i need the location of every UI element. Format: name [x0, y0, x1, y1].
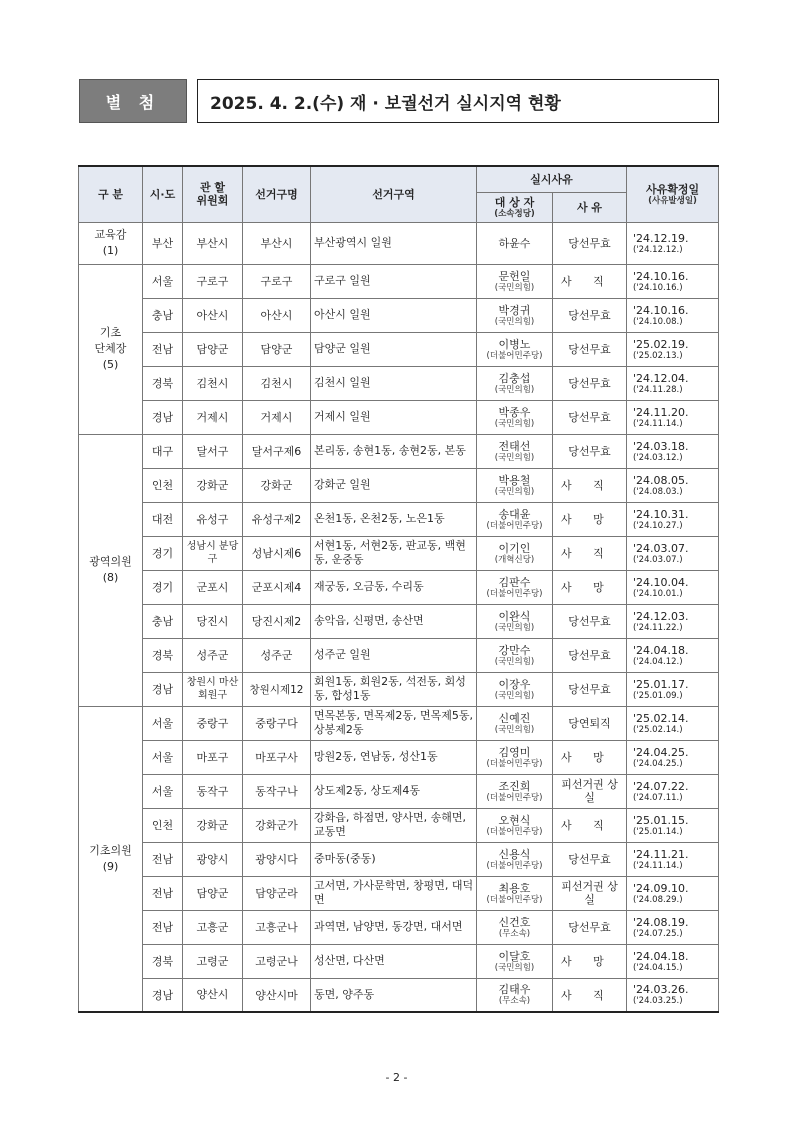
target-name: 문헌일: [498, 269, 531, 283]
committee-cell: 성남시 분당구: [183, 536, 243, 570]
target-name: 이달호: [498, 949, 531, 963]
table-row: [79, 944, 719, 978]
header-cause: 사 유: [553, 192, 627, 222]
occur-date: ('24.11.28.): [633, 384, 683, 395]
confirm-date-cell: [627, 672, 719, 706]
district-name-cell: 양산시마: [243, 978, 311, 1012]
target-cell: [477, 944, 553, 978]
occur-date: ('24.07.11.): [633, 792, 683, 803]
sido-cell: 서울: [143, 740, 183, 774]
committee-cell: 김천시: [183, 366, 243, 400]
confirm-date: '24.10.31.: [633, 507, 689, 521]
table-row: [79, 332, 719, 366]
confirm-date: '24.08.19.: [633, 915, 689, 929]
cause-cell: 당선무효: [553, 672, 627, 706]
table-row: [79, 570, 719, 604]
occur-date: ('25.02.13.): [633, 350, 683, 361]
confirm-date-cell: [627, 536, 719, 570]
occur-date: ('24.08.29.): [633, 894, 683, 905]
confirm-date-cell: [627, 774, 719, 808]
cause-cell: 사 직: [553, 536, 627, 570]
confirm-date-cell: [627, 332, 719, 366]
target-cell: [477, 604, 553, 638]
confirm-date: '24.08.05.: [633, 473, 689, 487]
target-party: (더불어민주당): [486, 826, 543, 837]
confirm-date: '24.12.04.: [633, 371, 689, 385]
target-party: (국민의힘): [494, 452, 535, 463]
target-party: (국민의힘): [494, 316, 535, 327]
district-area-cell: 본리동, 송현1동, 송현2동, 본동: [311, 434, 477, 468]
committee-cell: 강화군: [183, 468, 243, 502]
district-name-cell: 광양시다: [243, 842, 311, 876]
occur-date: ('24.10.16.): [633, 282, 683, 293]
target-cell: [477, 222, 553, 264]
occur-date: ('24.04.25.): [633, 758, 683, 769]
confirm-date-cell: [627, 222, 719, 264]
target-party: (국민의힘): [494, 656, 535, 667]
sido-cell: 대구: [143, 434, 183, 468]
occur-date: ('24.03.25.): [633, 996, 683, 1007]
occur-date: ('24.12.12.): [633, 244, 683, 255]
target-name: 김판수: [498, 575, 531, 589]
committee-cell: 당진시: [183, 604, 243, 638]
page-number: - 2 -: [385, 1071, 408, 1084]
sido-cell: 전남: [143, 842, 183, 876]
district-area-cell: 고서면, 가사문학면, 창평면, 대덕면: [311, 876, 477, 910]
confirm-date: '24.03.18.: [633, 439, 689, 453]
sido-cell: 경북: [143, 944, 183, 978]
cause-cell: 피선거권 상 실: [553, 876, 627, 910]
confirm-date: '24.10.04.: [633, 575, 689, 589]
district-area-cell: 송악읍, 신평면, 송산면: [311, 604, 477, 638]
target-name: 이완식: [498, 609, 531, 623]
target-name: 신예진: [498, 711, 531, 725]
committee-cell: 동작구: [183, 774, 243, 808]
committee-cell: 아산시: [183, 298, 243, 332]
target-name: 김충섭: [498, 371, 531, 385]
cause-cell: 피선거권 상 실: [553, 774, 627, 808]
sido-cell: 인천: [143, 808, 183, 842]
cause-cell: 사 직: [553, 264, 627, 298]
committee-cell: 고령군: [183, 944, 243, 978]
category-cell: 광역의원 (8): [79, 434, 143, 706]
district-name-cell: 동작구나: [243, 774, 311, 808]
target-cell: [477, 366, 553, 400]
target-cell: [477, 468, 553, 502]
district-name-cell: 강화군가: [243, 808, 311, 842]
confirm-date: '24.12.03.: [633, 609, 689, 623]
confirm-date: '24.11.21.: [633, 847, 689, 861]
district-name-cell: 달서구제6: [243, 434, 311, 468]
header-confirm-sub: (사유발생일): [648, 195, 697, 206]
target-party: (국민의힘): [494, 962, 535, 973]
target-party: (더불어민주당): [486, 860, 543, 871]
occur-date: ('24.10.01.): [633, 588, 683, 599]
district-name-cell: 당진시제2: [243, 604, 311, 638]
district-area-cell: 김천시 일원: [311, 366, 477, 400]
committee-cell: 중랑구: [183, 706, 243, 740]
occur-date: ('24.04.12.): [633, 656, 683, 667]
cause-cell: 당연퇴직: [553, 706, 627, 740]
cause-cell: 당선무효: [553, 842, 627, 876]
confirm-date-cell: [627, 298, 719, 332]
table-row: [79, 536, 719, 570]
committee-cell: 거제시: [183, 400, 243, 434]
confirm-date: '24.07.22.: [633, 779, 689, 793]
target-party: (개혁신당): [494, 554, 535, 565]
target-cell: [477, 502, 553, 536]
header-reason-group: 실시사유: [477, 166, 627, 192]
district-name-cell: 담양군: [243, 332, 311, 366]
district-area-cell: 구로구 일원: [311, 264, 477, 298]
confirm-date-cell: [627, 400, 719, 434]
target-cell: [477, 298, 553, 332]
target-cell: [477, 740, 553, 774]
confirm-date: '24.04.25.: [633, 745, 689, 759]
sido-cell: 전남: [143, 332, 183, 366]
district-name-cell: 중랑구다: [243, 706, 311, 740]
district-name-cell: 고령군나: [243, 944, 311, 978]
confirm-date: '25.01.15.: [633, 813, 689, 827]
target-name: 박경귀: [498, 303, 531, 317]
target-name: 박종우: [498, 405, 531, 419]
occur-date: ('24.11.14.): [633, 418, 683, 429]
confirm-date-cell: [627, 604, 719, 638]
confirm-date-cell: [627, 944, 719, 978]
target-cell: [477, 910, 553, 944]
table-row: [79, 842, 719, 876]
sido-cell: 경기: [143, 570, 183, 604]
sido-cell: 충남: [143, 298, 183, 332]
district-name-cell: 아산시: [243, 298, 311, 332]
table-row: [79, 876, 719, 910]
table-row: [79, 468, 719, 502]
cause-cell: 당선무효: [553, 222, 627, 264]
committee-cell: 광양시: [183, 842, 243, 876]
target-party: (더불어민주당): [486, 894, 543, 905]
confirm-date: '24.04.18.: [633, 643, 689, 657]
confirm-date: '25.02.19.: [633, 337, 689, 351]
header-target: [477, 192, 553, 222]
confirm-date-cell: [627, 978, 719, 1012]
district-name-cell: 구로구: [243, 264, 311, 298]
table-row: [79, 808, 719, 842]
target-party: (국민의힘): [494, 486, 535, 497]
target-name: 김영미: [498, 745, 531, 759]
confirm-date-cell: [627, 502, 719, 536]
table-row: [79, 910, 719, 944]
cause-cell: 당선무효: [553, 604, 627, 638]
confirm-date: '24.11.20.: [633, 405, 689, 419]
target-name: 최용호: [498, 881, 531, 895]
target-party: (무소속): [498, 928, 531, 939]
district-name-cell: 유성구제2: [243, 502, 311, 536]
table-row: [79, 672, 719, 706]
cause-cell: 사 직: [553, 978, 627, 1012]
target-party: (더불어민주당): [486, 792, 543, 803]
target-cell: [477, 570, 553, 604]
target-name: 이병노: [498, 337, 531, 351]
target-party: (국민의힘): [494, 622, 535, 633]
target-cell: [477, 332, 553, 366]
district-area-cell: 상도제2동, 상도제4동: [311, 774, 477, 808]
district-area-cell: 온천1동, 온천2동, 노은1동: [311, 502, 477, 536]
table-row: [79, 774, 719, 808]
district-area-cell: 회원1동, 회원2동, 석전동, 회성동, 합성1동: [311, 672, 477, 706]
target-name: 박용철: [498, 473, 531, 487]
header-confirm-label: 사유확정일: [645, 182, 700, 196]
committee-cell: 유성구: [183, 502, 243, 536]
sido-cell: 충남: [143, 604, 183, 638]
confirm-date-cell: [627, 910, 719, 944]
district-name-cell: 김천시: [243, 366, 311, 400]
target-name: 오현식: [498, 813, 531, 827]
target-cell: [477, 808, 553, 842]
confirm-date: '24.03.07.: [633, 541, 689, 555]
target-cell: [477, 536, 553, 570]
confirm-date-cell: [627, 638, 719, 672]
election-table: [78, 165, 719, 1013]
target-cell: [477, 264, 553, 298]
target-party: (더불어민주당): [486, 758, 543, 769]
header-committee: 관 할 위원회: [183, 166, 243, 222]
confirm-date-cell: [627, 842, 719, 876]
attachment-badge: 별 첨: [79, 79, 187, 123]
committee-cell: 부산시: [183, 222, 243, 264]
district-area-cell: 강화군 일원: [311, 468, 477, 502]
sido-cell: 경북: [143, 638, 183, 672]
cause-cell: 사 망: [553, 502, 627, 536]
header-target-label: 대 상 자: [494, 195, 535, 209]
occur-date: ('25.01.09.): [633, 690, 683, 701]
district-name-cell: 강화군: [243, 468, 311, 502]
committee-cell: 달서구: [183, 434, 243, 468]
confirm-date: '25.02.14.: [633, 711, 689, 725]
district-area-cell: 아산시 일원: [311, 298, 477, 332]
target-cell: [477, 842, 553, 876]
cause-cell: 당선무효: [553, 638, 627, 672]
target-cell: [477, 672, 553, 706]
district-area-cell: 망원2동, 연남동, 성산1동: [311, 740, 477, 774]
sido-cell: 경기: [143, 536, 183, 570]
committee-cell: 담양군: [183, 876, 243, 910]
confirm-date: '24.09.10.: [633, 881, 689, 895]
cause-cell: 당선무효: [553, 332, 627, 366]
cause-cell: 사 망: [553, 740, 627, 774]
committee-cell: 강화군: [183, 808, 243, 842]
table-row: [79, 502, 719, 536]
district-name-cell: 군포시제4: [243, 570, 311, 604]
table-row: [79, 434, 719, 468]
sido-cell: 경북: [143, 366, 183, 400]
district-name-cell: 담양군라: [243, 876, 311, 910]
occur-date: ('24.11.14.): [633, 860, 683, 871]
category-cell: 교육감 (1): [79, 222, 143, 264]
cause-cell: 당선무효: [553, 298, 627, 332]
target-name: 이기인: [498, 541, 531, 555]
target-party: (국민의힘): [494, 690, 535, 701]
district-name-cell: 부산시: [243, 222, 311, 264]
table-row: [79, 740, 719, 774]
target-cell: [477, 978, 553, 1012]
district-name-cell: 거제시: [243, 400, 311, 434]
confirm-date-cell: [627, 570, 719, 604]
occur-date: ('25.01.14.): [633, 826, 683, 837]
district-name-cell: 마포구사: [243, 740, 311, 774]
target-cell: [477, 876, 553, 910]
sido-cell: 전남: [143, 876, 183, 910]
sido-cell: 대전: [143, 502, 183, 536]
target-cell: [477, 638, 553, 672]
target-cell: [477, 774, 553, 808]
target-cell: [477, 706, 553, 740]
committee-cell: 양산시: [183, 978, 243, 1012]
sido-cell: 전남: [143, 910, 183, 944]
confirm-date: '24.03.26.: [633, 983, 689, 997]
cause-cell: 사 망: [553, 944, 627, 978]
header-district-name: 선거구명: [243, 166, 311, 222]
cause-cell: 당선무효: [553, 910, 627, 944]
confirm-date-cell: [627, 706, 719, 740]
table-row: [79, 706, 719, 740]
confirm-date: '24.10.16.: [633, 303, 689, 317]
district-name-cell: 성주군: [243, 638, 311, 672]
occur-date: ('24.07.25.): [633, 928, 683, 939]
committee-cell: 고흥군: [183, 910, 243, 944]
district-area-cell: 강화읍, 하점면, 양사면, 송해면, 교동면: [311, 808, 477, 842]
confirm-date: '24.04.18.: [633, 949, 689, 963]
confirm-date-cell: [627, 434, 719, 468]
sido-cell: 서울: [143, 774, 183, 808]
target-party: (국민의힘): [494, 282, 535, 293]
district-area-cell: 재궁동, 오금동, 수리동: [311, 570, 477, 604]
confirm-date-cell: [627, 264, 719, 298]
confirm-date-cell: [627, 740, 719, 774]
committee-cell: 성주군: [183, 638, 243, 672]
category-cell: 기초의원 (9): [79, 706, 143, 1012]
target-name: 신건호: [498, 915, 531, 929]
table-row: [79, 366, 719, 400]
district-area-cell: 중마동(중동): [311, 842, 477, 876]
target-name: 조진희: [498, 779, 531, 793]
sido-cell: 서울: [143, 264, 183, 298]
confirm-date-cell: [627, 468, 719, 502]
table-row: [79, 264, 719, 298]
target-name: 신용식: [498, 847, 531, 861]
table-row: [79, 638, 719, 672]
target-cell: [477, 434, 553, 468]
occur-date: ('25.02.14.): [633, 724, 683, 735]
committee-cell: 구로구: [183, 264, 243, 298]
target-party: (국민의힘): [494, 724, 535, 735]
confirm-date: '25.01.17.: [633, 677, 689, 691]
target-party: (국민의힘): [494, 418, 535, 429]
committee-cell: 군포시: [183, 570, 243, 604]
attachment-header: [79, 79, 719, 123]
district-area-cell: 면목본동, 면목제2동, 면목제5동, 상봉제2동: [311, 706, 477, 740]
district-area-cell: 거제시 일원: [311, 400, 477, 434]
confirm-date-cell: [627, 366, 719, 400]
table-row: [79, 978, 719, 1012]
cause-cell: 사 망: [553, 570, 627, 604]
cause-cell: 사 직: [553, 468, 627, 502]
occur-date: ('24.03.12.): [633, 452, 683, 463]
sido-cell: 서울: [143, 706, 183, 740]
occur-date: ('24.03.07.): [633, 554, 683, 565]
table-row: [79, 298, 719, 332]
sido-cell: 경남: [143, 978, 183, 1012]
target-party: (더불어민주당): [486, 588, 543, 599]
cause-cell: 당선무효: [553, 400, 627, 434]
target-name: 이장우: [498, 677, 531, 691]
target-party: (더불어민주당): [486, 350, 543, 361]
committee-cell: 담양군: [183, 332, 243, 366]
cause-cell: 당선무효: [553, 434, 627, 468]
committee-cell: 창원시 마산회원구: [183, 672, 243, 706]
table-row: [79, 222, 719, 264]
target-cell: [477, 400, 553, 434]
target-name: 강만수: [498, 643, 531, 657]
occur-date: ('24.08.03.): [633, 486, 683, 497]
cause-cell: 사 직: [553, 808, 627, 842]
confirm-date-cell: [627, 808, 719, 842]
header-district-area: 선거구역: [311, 166, 477, 222]
district-area-cell: 담양군 일원: [311, 332, 477, 366]
target-party: (무소속): [498, 996, 531, 1007]
occur-date: ('24.10.08.): [633, 316, 683, 327]
table-row: [79, 604, 719, 638]
confirm-date: '24.10.16.: [633, 269, 689, 283]
target-name: 김태우: [498, 983, 531, 997]
occur-date: ('24.10.27.): [633, 520, 683, 531]
district-area-cell: 성산면, 다산면: [311, 944, 477, 978]
header-confirm-date: [627, 166, 719, 222]
occur-date: ('24.11.22.): [633, 622, 683, 633]
district-name-cell: 고흥군나: [243, 910, 311, 944]
district-name-cell: 창원시제12: [243, 672, 311, 706]
document-title: 2025. 4. 2.(수) 재 · 보궐선거 실시지역 현황: [197, 79, 719, 123]
district-area-cell: 과역면, 남양면, 동강면, 대서면: [311, 910, 477, 944]
category-cell: 기초 단체장 (5): [79, 264, 143, 434]
target-party: (더불어민주당): [486, 520, 543, 531]
header-category: 구 분: [79, 166, 143, 222]
target-party: (국민의힘): [494, 384, 535, 395]
district-area-cell: 동면, 양주동: [311, 978, 477, 1012]
district-area-cell: 성주군 일원: [311, 638, 477, 672]
confirm-date-cell: [627, 876, 719, 910]
target-name: 하윤수: [498, 236, 531, 250]
target-name: 송대윤: [498, 507, 531, 521]
district-area-cell: 부산광역시 일원: [311, 222, 477, 264]
district-area-cell: 서현1동, 서현2동, 판교동, 백현동, 운중동: [311, 536, 477, 570]
sido-cell: 부산: [143, 222, 183, 264]
sido-cell: 경남: [143, 400, 183, 434]
committee-cell: 마포구: [183, 740, 243, 774]
header-target-sub: (소속정당): [494, 208, 535, 219]
target-name: 전태선: [498, 439, 531, 453]
cause-cell: 당선무효: [553, 366, 627, 400]
table-row: [79, 400, 719, 434]
sido-cell: 경남: [143, 672, 183, 706]
occur-date: ('24.04.15.): [633, 962, 683, 973]
confirm-date: '24.12.19.: [633, 231, 689, 245]
district-name-cell: 성남시제6: [243, 536, 311, 570]
header-sido: 시·도: [143, 166, 183, 222]
sido-cell: 인천: [143, 468, 183, 502]
